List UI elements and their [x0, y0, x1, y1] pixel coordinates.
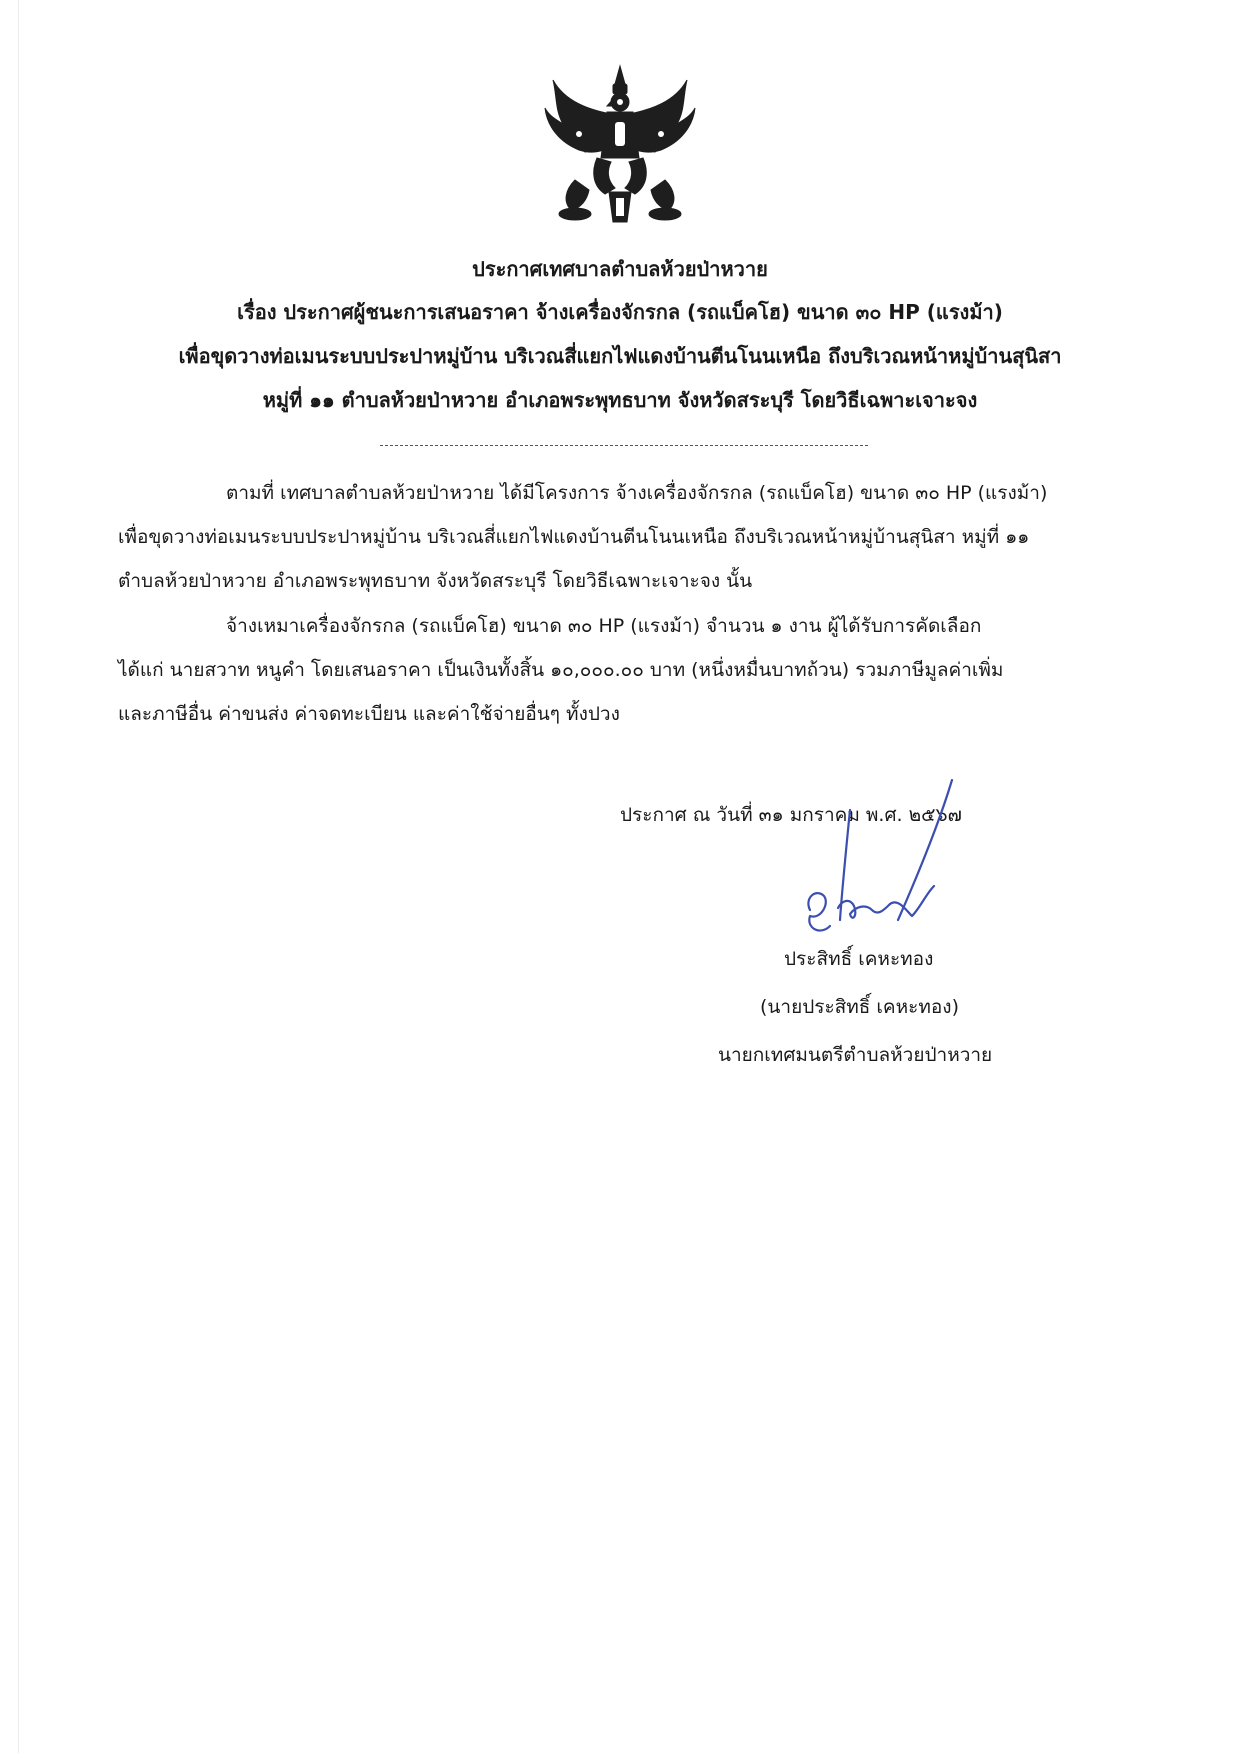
paragraph-2-line-3: และภาษีอื่น ค่าขนส่ง ค่าจดทะเบียน และค่าใช้จ่ายอื่นๆ ทั้งปวง	[118, 703, 620, 725]
announcement-title: ประกาศเทศบาลตำบลห้วยป่าหวาย	[472, 257, 768, 281]
paragraph-2-line-1: จ้างเหมาเครื่องจักรกล (รถแบ็คโฮ) ขนาด ๓๐ HP (แรงม้า) จำนวน ๑ งาน ผู้ได้รับการคัดเลือก	[226, 615, 982, 637]
announcement-subject-line-2: เพื่อขุดวางท่อเมนระบบประปาหมู่บ้าน บริเวณสี่แยกไฟแดงบ้านตีนโนนเหนือ ถึงบริเวณหน้าหมู่บ้านสุนิสา	[178, 344, 1062, 368]
paragraph-1-line-3: ตำบลห้วยป่าหวาย อำเภอพระพุทธบาท จังหวัดสระบุรี โดยวิธีเฉพาะเจาะจง นั้น	[118, 570, 753, 592]
handwritten-signature	[780, 770, 1020, 950]
garuda-emblem-icon	[535, 62, 705, 232]
signer-full-name: (นายประสิทธิ์ เคหะทอง)	[760, 996, 959, 1018]
signer-name: ประสิทธิ์ เคหะทอง	[784, 948, 934, 970]
paragraph-2-line-2: ได้แก่ นายสวาท หนูคำ โดยเสนอราคา เป็นเงินทั้งสิ้น ๑๐,๐๐๐.๐๐ บาท (หนึ่งหมื่นบาทถ้วน) รวมภาษีมูลค่าเพิ่ม	[118, 659, 1004, 681]
signer-position: นายกเทศมนตรีตำบลห้วยป่าหวาย	[718, 1044, 993, 1066]
paragraph-1-line-1: ตามที่ เทศบาลตำบลห้วยป่าหวาย ได้มีโครงการ จ้างเครื่องจักรกล (รถแบ็คโฮ) ขนาด ๓๐ HP (แรงม้า)	[226, 482, 1048, 504]
announcement-date: ประกาศ ณ วันที่ ๓๑ มกราคม พ.ศ. ๒๕๖๗	[620, 804, 962, 826]
paragraph-1-line-2: เพื่อขุดวางท่อเมนระบบประปาหมู่บ้าน บริเวณสี่แยกไฟแดงบ้านตีนโนนเหนือ ถึงบริเวณหน้าหมู่บ้านสุนิสา หมู่ที่ ๑๑	[118, 526, 1030, 548]
announcement-subject-line-3: หมู่ที่ ๑๑ ตำบลห้วยป่าหวาย อำเภอพระพุทธบาท จังหวัดสระบุรี โดยวิธีเฉพาะเจาะจง	[262, 388, 978, 412]
divider	[380, 445, 868, 446]
announcement-subject: เรื่อง ประกาศผู้ชนะการเสนอราคา จ้างเครื่องจักรกล (รถแบ็คโฮ) ขนาด ๓๐ HP (แรงม้า)	[237, 300, 1003, 324]
